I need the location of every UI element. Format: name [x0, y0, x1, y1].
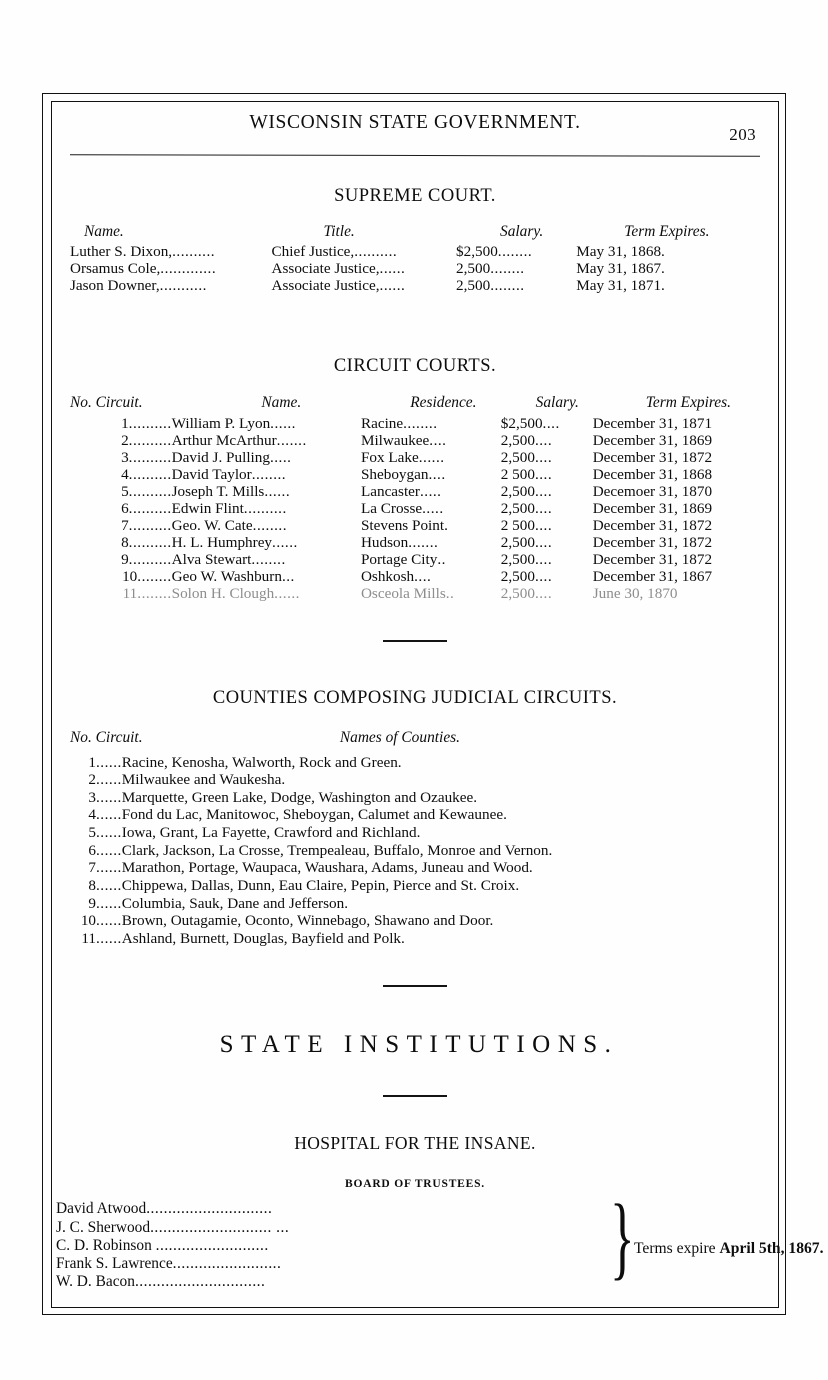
circuit-no: 5	[88, 824, 96, 842]
leader-dots: ......	[96, 929, 122, 947]
county-names: Iowa, Grant, La Fayette, Crawford and Richland.	[121, 824, 421, 842]
column-header-term: Term Expires.	[645, 394, 731, 412]
list-item	[56, 1237, 616, 1255]
circuit-no: 5..........	[121, 482, 172, 500]
page-number: 203	[729, 125, 756, 144]
county-names: Brown, Outagamie, Oconto, Winnebago, Shawano and Door.	[121, 912, 494, 930]
justice-salary: 2,500........	[456, 277, 525, 295]
circuit-no: 11	[81, 929, 96, 947]
judge-name: Geo. W. Cate........	[171, 516, 288, 534]
judge-residence: Osceola Mills..	[360, 584, 455, 602]
leader-dots: ......	[96, 894, 122, 912]
judicial-circuits-list	[70, 754, 760, 948]
circuit-no: 10........	[122, 567, 172, 585]
running-head-title: WISCONSIN STATE GOVERNMENT.	[249, 112, 581, 133]
circuit-no: 9..........	[121, 550, 172, 568]
column-header-salary: Salary.	[535, 394, 579, 412]
judge-name: H. L. Humphrey......	[171, 533, 298, 551]
circuit-no: 8	[88, 876, 96, 894]
trustees-block	[56, 1186, 824, 1291]
justice-title: Chief Justice,..........	[271, 243, 398, 261]
judge-term: December 31, 1871	[592, 414, 713, 432]
leader-dots: ......	[96, 824, 122, 842]
circuit-no: 7..........	[121, 516, 172, 534]
judge-term: December 31, 1872	[592, 448, 713, 466]
judge-term: Decemoer 31, 1870	[592, 482, 713, 500]
section-rule	[383, 1095, 447, 1097]
judge-salary: 2,500....	[500, 448, 553, 466]
trustee-name: Frank S. Lawrence	[56, 1254, 173, 1272]
table-row	[70, 466, 760, 483]
circuit-courts-heading: CIRCUIT COURTS.	[333, 356, 497, 377]
leader-dots: .........................	[172, 1254, 282, 1272]
list-item	[70, 824, 760, 842]
judge-residence: Racine........	[360, 414, 438, 432]
supreme-court-table	[70, 224, 760, 294]
trustees-list	[56, 1200, 616, 1291]
column-header-counties: Names of Counties.	[339, 728, 460, 746]
circuit-no: 2	[88, 771, 96, 789]
circuit-no: 2..........	[121, 431, 172, 449]
judge-salary: 2,500....	[500, 431, 553, 449]
page-content	[56, 112, 824, 1297]
judge-term: December 31, 1869	[592, 431, 713, 449]
leader-dots: ......	[96, 859, 122, 877]
column-header-term: Term Expires.	[624, 223, 710, 240]
column-header-name: Name.	[261, 394, 302, 412]
judge-term: December 31, 1869	[592, 499, 713, 517]
leader-dots: ......	[96, 912, 122, 930]
terms-expire-note: Terms expire April 5th, 1867.	[634, 1240, 824, 1258]
table-header-row	[70, 224, 760, 243]
list-item	[70, 789, 760, 807]
judge-salary: 2,500....	[500, 482, 553, 500]
judge-term: December 31, 1867	[592, 567, 713, 585]
judge-salary: 2,500....	[500, 550, 553, 568]
county-names: Marquette, Green Lake, Dodge, Washington and Ozaukee.	[121, 788, 478, 806]
justice-salary: $2,500........	[456, 243, 533, 261]
justice-term: May 31, 1868.	[576, 243, 665, 261]
list-item	[56, 1255, 616, 1273]
table-row	[70, 415, 760, 432]
column-header-residence: Residence.	[410, 394, 477, 412]
table-row	[70, 500, 760, 517]
county-names: Columbia, Sauk, Dane and Jefferson.	[121, 894, 348, 912]
justice-name: Luther S. Dixon,..........	[70, 243, 216, 261]
justice-name: Jason Downer,...........	[70, 277, 207, 295]
judge-name: David Taylor........	[171, 465, 287, 483]
table-row	[70, 432, 760, 449]
column-header-no: No. Circuit.	[70, 728, 143, 746]
leader-dots: ......	[96, 841, 122, 859]
circuit-no: 7	[88, 859, 96, 877]
justice-term: May 31, 1871.	[576, 277, 665, 295]
judge-residence: Stevens Point.	[360, 516, 448, 534]
judge-salary: $2,500....	[500, 414, 560, 432]
running-head	[70, 112, 760, 146]
table-row	[70, 449, 760, 466]
circuit-no: 11........	[122, 584, 172, 602]
judicial-circuits-header-row	[70, 729, 760, 747]
county-names: Clark, Jackson, La Crosse, Trempealeau, Buffalo, Monroe and Vernon.	[121, 841, 553, 859]
judge-name: William P. Lyon......	[171, 414, 296, 432]
judge-name: Alva Stewart........	[171, 550, 286, 568]
judge-term: December 31, 1868	[592, 465, 713, 483]
circuit-no: 6	[88, 841, 96, 859]
circuit-no: 1..........	[121, 414, 172, 432]
judge-name: Joseph T. Mills......	[171, 482, 291, 500]
table-row	[70, 534, 760, 551]
circuit-no: 4..........	[121, 465, 172, 483]
supreme-court-heading: SUPREME COURT.	[334, 186, 496, 206]
header-rule	[70, 154, 760, 156]
list-item	[70, 930, 760, 948]
table-row	[70, 517, 760, 534]
column-header-no: No. Circuit.	[70, 394, 143, 412]
judge-name: Edwin Flint..........	[171, 499, 287, 517]
justice-salary: 2,500........	[456, 260, 525, 278]
leader-dots: .............................	[146, 1200, 273, 1218]
judge-salary: 2,500....	[500, 584, 553, 602]
list-item	[56, 1273, 616, 1291]
leader-dots: ............................ ...	[150, 1218, 290, 1236]
circuit-no: 8..........	[121, 533, 172, 551]
leader-dots: ..............................	[134, 1273, 266, 1291]
state-institutions-heading: STATE INSTITUTIONS.	[219, 1031, 619, 1059]
judge-name: David J. Pulling.....	[171, 448, 292, 466]
judge-salary: 2 500....	[500, 516, 553, 534]
judge-term: June 30, 1870	[592, 584, 678, 602]
trustee-name: W. D. Bacon	[56, 1273, 135, 1291]
trustee-name: David Atwood	[56, 1200, 147, 1218]
circuit-courts-table	[70, 395, 760, 601]
leader-dots: ......	[96, 771, 122, 789]
county-names: Ashland, Burnett, Douglas, Bayfield and Polk.	[121, 929, 405, 947]
judge-residence: La Crosse.....	[360, 499, 444, 517]
column-header-salary: Salary.	[500, 223, 544, 240]
leader-dots: ......	[96, 806, 122, 824]
list-item	[70, 912, 760, 930]
leader-dots: ......	[96, 788, 122, 806]
judge-term: December 31, 1872	[592, 550, 713, 568]
list-item	[70, 895, 760, 913]
leader-dots: ......	[96, 753, 122, 771]
judge-residence: Lancaster.....	[360, 482, 442, 500]
section-rule	[383, 985, 447, 987]
judge-residence: Sheboygan....	[360, 465, 446, 483]
judge-salary: 2,500....	[500, 567, 553, 585]
circuit-no: 4	[88, 806, 96, 824]
justice-title: Associate Justice,......	[271, 260, 406, 278]
table-header-row	[70, 395, 760, 414]
list-item	[70, 806, 760, 824]
county-names: Marathon, Portage, Waupaca, Waushara, Adams, Juneau and Wood.	[121, 859, 533, 877]
table-row	[70, 277, 760, 294]
section-rule	[383, 640, 447, 642]
table-row	[70, 585, 760, 602]
table-row	[70, 551, 760, 568]
table-row	[70, 243, 760, 260]
judge-residence: Oshkosh....	[360, 567, 432, 585]
county-names: Milwaukee and Waukesha.	[121, 771, 286, 789]
county-names: Fond du Lac, Manitowoc, Sheboygan, Calumet and Kewaunee.	[121, 806, 507, 824]
justice-name: Orsamus Cole,.............	[70, 260, 217, 278]
list-item	[70, 877, 760, 895]
judge-name: Solon H. Clough......	[171, 584, 300, 602]
hospital-heading: HOSPITAL FOR THE INSANE.	[294, 1133, 536, 1154]
judge-salary: 2,500....	[500, 499, 553, 517]
trustee-name: J. C. Sherwood	[56, 1218, 151, 1236]
list-item	[70, 842, 760, 860]
judge-term: December 31, 1872	[592, 516, 713, 534]
county-names: Racine, Kenosha, Walworth, Rock and Green.	[121, 753, 402, 771]
brace-glyph: }	[610, 1186, 635, 1290]
column-header-name: Name.	[84, 223, 124, 240]
judge-term: December 31, 1872	[592, 533, 713, 551]
list-item	[56, 1200, 616, 1218]
judge-name: Arthur McArthur.......	[171, 431, 307, 449]
table-row	[70, 260, 760, 277]
judge-salary: 2,500....	[500, 533, 553, 551]
circuit-no: 10	[80, 912, 96, 930]
circuit-no: 3..........	[121, 448, 172, 466]
circuit-no: 1	[88, 753, 96, 771]
table-row	[70, 568, 760, 585]
judge-name: Geo W. Washburn...	[171, 567, 295, 585]
judge-residence: Fox Lake......	[360, 448, 445, 466]
leader-dots: ......	[96, 876, 122, 894]
list-item	[56, 1219, 616, 1237]
leader-dots: ..........................	[155, 1236, 269, 1254]
judge-salary: 2 500....	[500, 465, 553, 483]
list-item	[70, 859, 760, 877]
list-item	[70, 754, 760, 772]
board-of-trustees-heading: BOARD OF TRUSTEES.	[345, 1178, 485, 1191]
judicial-circuits-heading: COUNTIES COMPOSING JUDICIAL CIRCUITS.	[212, 687, 618, 708]
judge-residence: Milwaukee....	[360, 431, 447, 449]
judge-residence: Portage City..	[360, 550, 446, 568]
table-row	[70, 483, 760, 500]
circuit-no: 9	[88, 894, 96, 912]
circuit-no: 6..........	[121, 499, 172, 517]
county-names: Chippewa, Dallas, Dunn, Eau Claire, Pepin, Pierce and St. Croix.	[121, 876, 520, 894]
justice-term: May 31, 1867.	[576, 260, 665, 278]
circuit-no: 3	[88, 788, 96, 806]
list-item	[70, 771, 760, 789]
justice-title: Associate Justice,......	[271, 277, 406, 295]
trustee-name: C. D. Robinson	[56, 1236, 156, 1254]
column-header-title: Title.	[323, 223, 355, 240]
judge-residence: Hudson.......	[360, 533, 439, 551]
